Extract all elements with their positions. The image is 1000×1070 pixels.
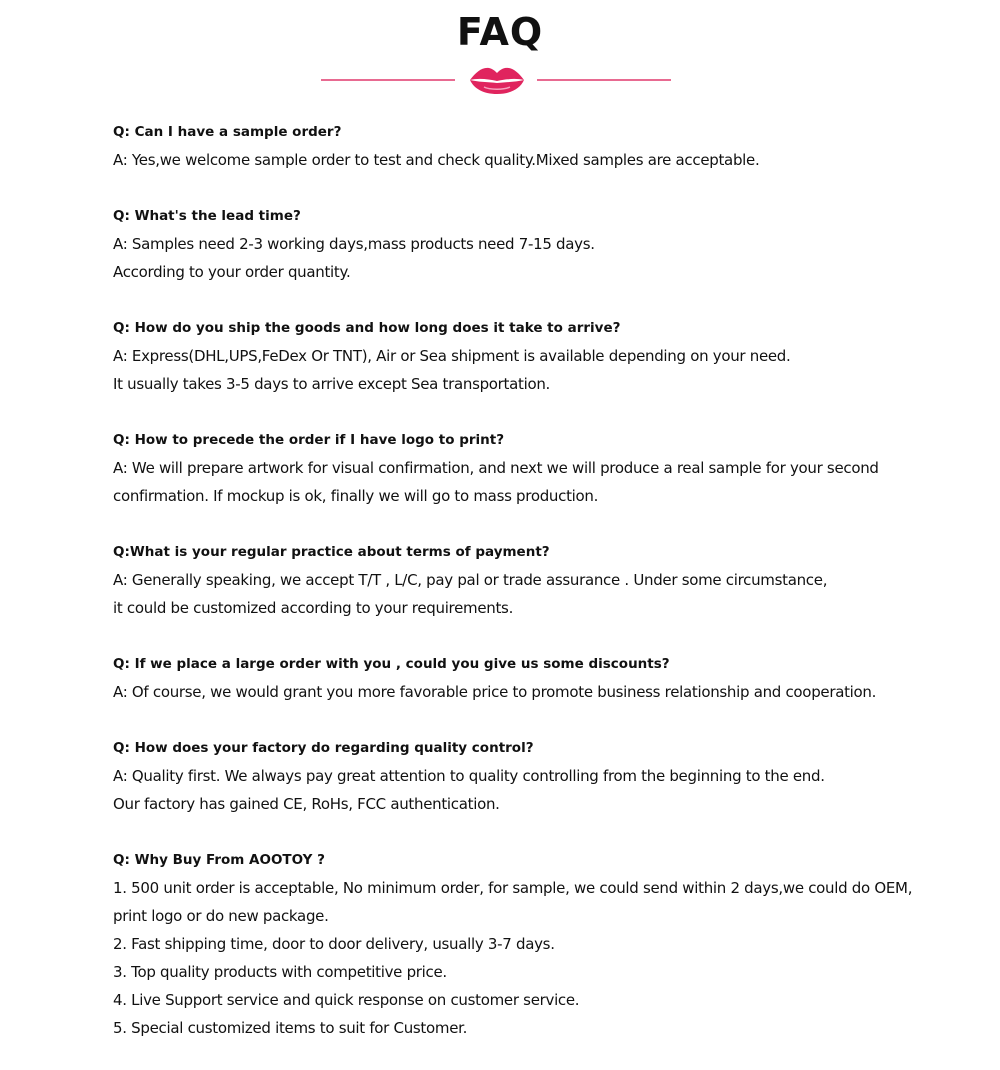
faq-answer-line: Our factory has gained CE, RoHs, FCC authentication. bbox=[113, 795, 500, 813]
faq-item bbox=[113, 118, 973, 174]
faq-answer-line: A: Quality first. We always pay great attention to quality controlling from the beginning to the end. bbox=[113, 767, 825, 785]
faq-answer-line: 2. Fast shipping time, door to door delivery, usually 3-7 days. bbox=[113, 935, 555, 953]
faq-question: Q: If we place a large order with you , could you give us some discounts? bbox=[113, 656, 670, 672]
faq-item bbox=[113, 650, 973, 706]
faq-answer-line: it could be customized according to your requirements. bbox=[113, 599, 514, 617]
faq-answer-line: It usually takes 3-5 days to arrive except Sea transportation. bbox=[113, 375, 551, 393]
faq-answer-line: 5. Special customized items to suit for Customer. bbox=[113, 1019, 468, 1037]
faq-question: Q: Why Buy From AOOTOY ? bbox=[113, 852, 325, 868]
faq-answer-line: confirmation. If mockup is ok, finally we will go to mass production. bbox=[113, 487, 599, 505]
page-title: FAQ bbox=[456, 10, 544, 54]
faq-question: Q: Can I have a sample order? bbox=[113, 124, 342, 140]
faq-answer-line: A: Of course, we would grant you more favorable price to promote business relationship and cooperation. bbox=[113, 683, 877, 701]
faq-answer-line: A: Samples need 2-3 working days,mass products need 7-15 days. bbox=[113, 235, 595, 253]
faq-answer-line: 4. Live Support service and quick response on customer service. bbox=[113, 991, 580, 1009]
faq-answer-line: A: We will prepare artwork for visual confirmation, and next we will produce a real sample for your second bbox=[113, 459, 879, 477]
faq-answer-line: According to your order quantity. bbox=[113, 263, 351, 281]
faq-answer-line: A: Yes,we welcome sample order to test and check quality.Mixed samples are acceptable. bbox=[113, 151, 760, 169]
lips-icon bbox=[468, 64, 526, 96]
faq-item bbox=[113, 426, 973, 510]
faq-answer-line: print logo or do new package. bbox=[113, 907, 329, 925]
lips-lower bbox=[470, 80, 524, 94]
faq-answer-line: 3. Top quality products with competitive price. bbox=[113, 963, 447, 981]
faq-list bbox=[113, 118, 973, 1070]
faq-item bbox=[113, 202, 973, 286]
faq-answer-line: A: Generally speaking, we accept T/T , L/C, pay pal or trade assurance . Under some circumstance, bbox=[113, 571, 828, 589]
faq-item bbox=[113, 846, 973, 1042]
faq-header bbox=[0, 0, 1000, 110]
faq-question: Q: How does your factory do regarding quality control? bbox=[113, 740, 534, 756]
faq-item bbox=[113, 734, 973, 818]
divider-left bbox=[321, 79, 455, 81]
faq-question: Q: How to precede the order if I have logo to print? bbox=[113, 432, 505, 448]
faq-question: Q: What's the lead time? bbox=[113, 208, 301, 224]
faq-question: Q: How do you ship the goods and how long does it take to arrive? bbox=[113, 320, 621, 336]
faq-item bbox=[113, 538, 973, 622]
lips-upper bbox=[470, 68, 524, 81]
faq-answer-line: 1. 500 unit order is acceptable, No minimum order, for sample, we could send within 2 days,we could do OEM, bbox=[113, 879, 913, 897]
faq-item bbox=[113, 314, 973, 398]
divider-right bbox=[537, 79, 671, 81]
faq-answer-line: A: Express(DHL,UPS,FeDex Or TNT), Air or Sea shipment is available depending on your need. bbox=[113, 347, 791, 365]
faq-question: Q:What is your regular practice about terms of payment? bbox=[113, 544, 550, 560]
